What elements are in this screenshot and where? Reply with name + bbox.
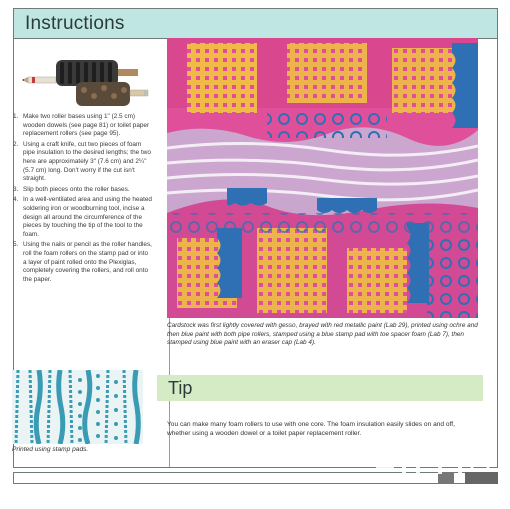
step-text: Slip both pieces onto the roller bases. xyxy=(23,185,130,193)
stamp-pad-swatch-image xyxy=(12,370,143,444)
tip-header xyxy=(157,375,483,401)
instructions-header xyxy=(14,9,497,39)
step-item xyxy=(13,113,153,139)
step-number: 1. xyxy=(13,113,19,120)
cardstock-artwork-image xyxy=(167,38,478,318)
step-text: In a well-ventilated area and using the heated soldering iron or woodburning tool, incise a design all around the circumference of the pieces by touching the tip of the tool to the foam. xyxy=(23,196,152,238)
step-text: Make two roller bases using 1" (2.5 cm) wooden dowels (see page 81) or toilet paper replacement rollers (see page 95). xyxy=(23,113,150,138)
step-text: Using a craft knife, cut two pieces of foam pipe insulation to the desired lengths; the two here are approximately 3" (7.6 cm) and 2¼" (5.7 cm) long. Don't worry if the cut isn't straight. xyxy=(23,140,151,183)
step-number: 2. xyxy=(13,140,19,148)
artwork-caption: Cardstock was first lightly covered with gesso, brayed with red metallic paint (Lab 29), printed using ochre and then blue paint with both pipe rollers, stamped using a blue stamp pad with toe spacer foam (Lab 7), then stamped using blue paint with an eraser cap (Lab 4). xyxy=(167,322,478,347)
watermark-logo xyxy=(372,436,510,486)
instructions-title: Instructions xyxy=(25,13,125,34)
foam-rollers-illustration xyxy=(20,50,150,110)
step-number: 5. xyxy=(13,241,19,249)
step-item xyxy=(13,141,153,184)
step-item xyxy=(13,196,153,239)
tip-text: You can make many foam rollers to use with one core. The foam insulation easily slides on and off, whether using a wooden dowel or a toilet paper replacement roller. xyxy=(167,421,455,437)
step-text: Using the nails or pencil as the roller handles, roll the foam rollers on the stamp pad or into a layer of paint rolled onto the Plexiglas, completely covering the rollers, and roll onto the paper. xyxy=(23,241,152,283)
swatch-caption: Printed using stamp pads. xyxy=(12,446,89,453)
instruction-steps xyxy=(13,113,153,286)
step-number: 3. xyxy=(13,185,19,193)
step-number: 4. xyxy=(13,196,19,204)
roller-brown xyxy=(76,82,148,106)
pencil-handle xyxy=(22,77,56,83)
tip-title: Tip xyxy=(168,378,193,398)
step-item xyxy=(13,186,153,195)
step-item xyxy=(13,241,153,284)
